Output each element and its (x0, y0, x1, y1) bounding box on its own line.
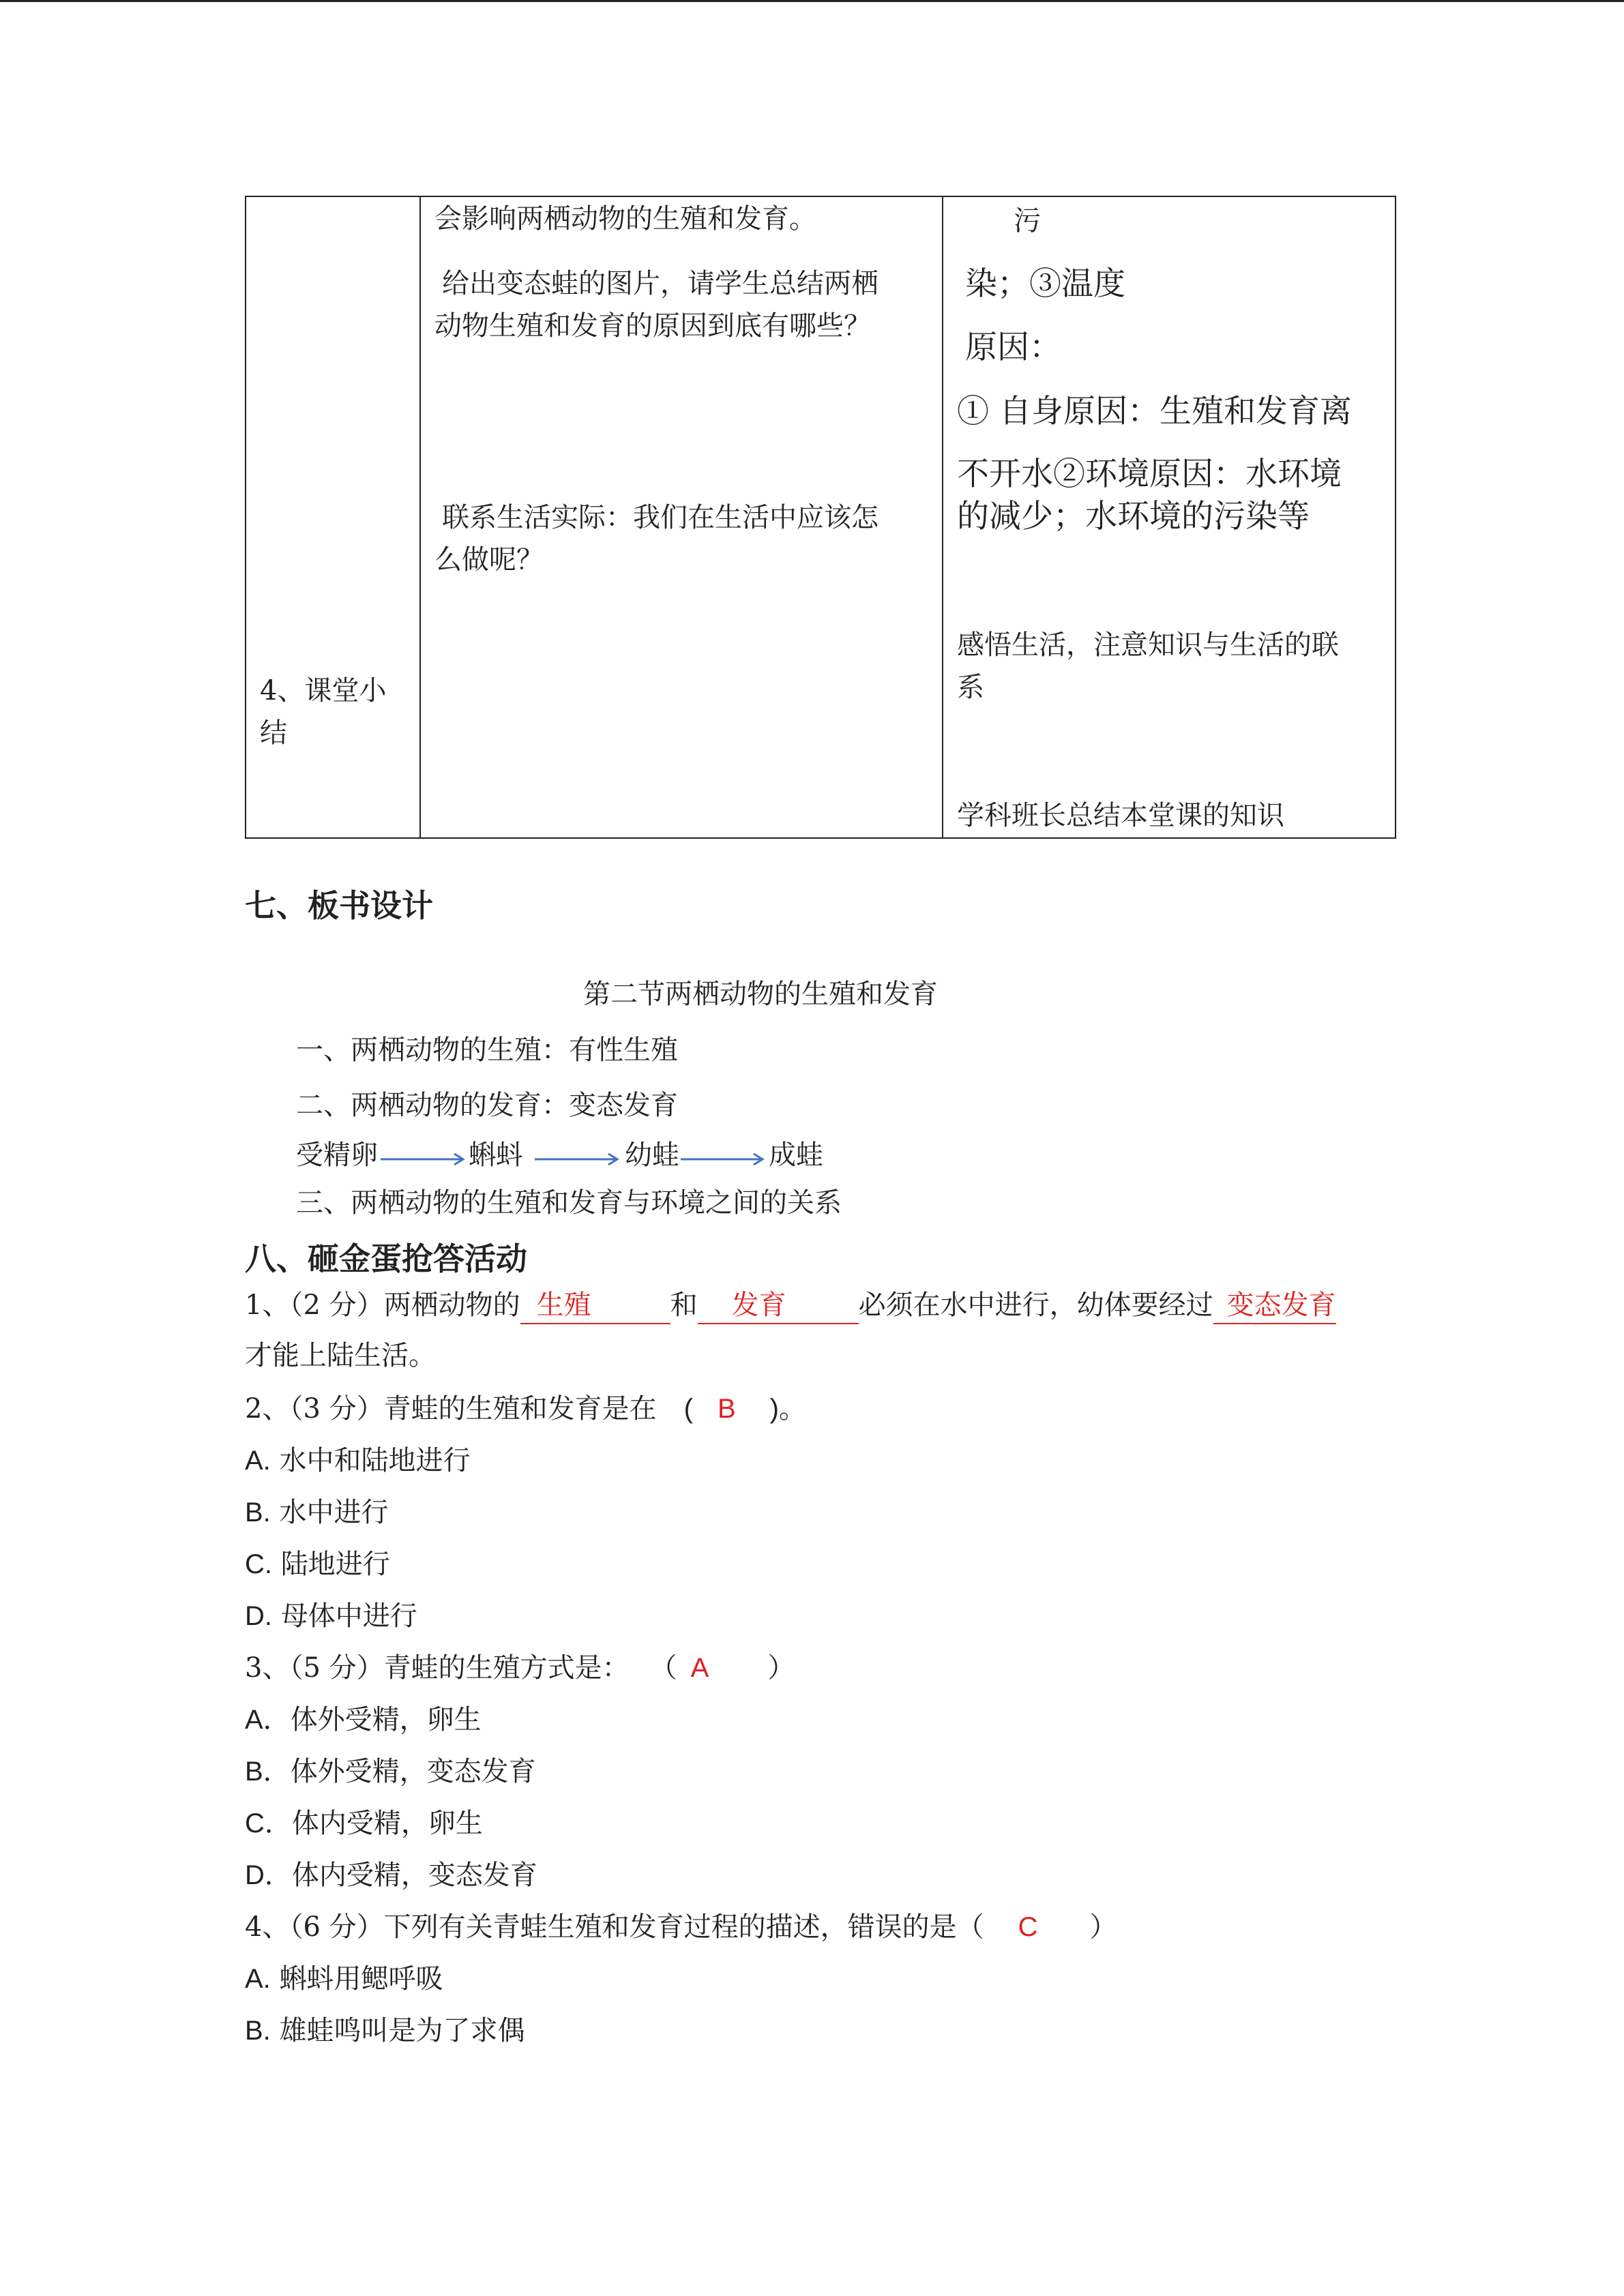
table-text-r7b: 系 (957, 672, 984, 703)
q3-option-d (245, 1858, 537, 1893)
q3-option-c-letter: C． (245, 1808, 292, 1838)
q4-option-a-text: 蝌蚪用鳃呼吸 (279, 1963, 443, 1995)
q3-option-b (245, 1754, 536, 1789)
q2-option-b-text: 水中进行 (279, 1497, 389, 1528)
q3-option-c-text: 体内受精，卵生 (291, 1808, 483, 1839)
q3-option-a-text: 体外受精，卵生 (290, 1704, 482, 1735)
table-text-p3b: 么做呢？ (434, 544, 544, 576)
q1-answer-2: 发育 (731, 1289, 786, 1321)
section8-heading: 八、砸金蛋抢答活动 (245, 1240, 527, 1277)
question-1 (245, 1287, 1336, 1324)
question-4 (245, 1909, 1117, 1945)
q2-option-c-letter: C. (245, 1549, 272, 1579)
q2-option-a-letter: A. (245, 1446, 271, 1476)
q2-option-b (245, 1495, 389, 1530)
q4-answer: C (1018, 1912, 1038, 1942)
q3-option-c (245, 1806, 483, 1841)
board-line-3: 三、两栖动物的生殖和发育与环境之间的关系 (296, 1187, 842, 1219)
q1-prefix: 1、（2 分）两栖动物的 (245, 1289, 520, 1321)
question-2 (245, 1391, 806, 1427)
q3-option-a-letter: A． (245, 1705, 291, 1735)
table-text-p2b: 动物生殖和发育的原因到底有哪些？ (434, 310, 871, 342)
q2-open: ( (683, 1394, 693, 1424)
q4-close: ） (1089, 1911, 1117, 1943)
arrow-3-icon (681, 1154, 763, 1165)
q2-option-d-letter: D. (245, 1601, 272, 1631)
board-title: 第二节两栖动物的生殖和发育 (583, 979, 938, 1010)
q2-option-a (245, 1443, 471, 1478)
table-text-p3a: 联系生活实际：我们在生活中应该怎 (442, 502, 879, 533)
arrow-2-icon (535, 1154, 617, 1165)
q3-option-b-letter: B． (245, 1757, 291, 1787)
q1-suffix: 必须在水中进行，幼体要经过 (858, 1289, 1213, 1321)
question-3 (245, 1650, 795, 1686)
q2-option-a-text: 水中和陆地进行 (279, 1445, 471, 1476)
q3-open: （ (663, 1652, 677, 1684)
q4-option-a (245, 1961, 443, 1997)
q4-option-a-letter: A. (245, 1964, 271, 1994)
table-text-p1: 会影响两栖动物的生殖和发育。 (434, 203, 816, 235)
table-text-r5: 不开水②环境原因：水环境 (957, 456, 1342, 493)
q3-option-a (245, 1702, 482, 1738)
board-line-2: 二、两栖动物的发育：变态发育 (296, 1090, 678, 1121)
q3-option-d-letter: D． (245, 1860, 292, 1890)
q2-option-d-text: 母体中进行 (280, 1600, 417, 1632)
table-text-p2a: 给出变态蛙的图片，请学生总结两栖 (442, 268, 879, 299)
table-text-r8: 学科班长总结本堂课的知识 (957, 800, 1284, 831)
q3-option-b-text: 体外受精，变态发育 (290, 1756, 536, 1787)
q4-option-b-letter: B. (245, 2016, 271, 2046)
arrow-1-icon (381, 1154, 463, 1165)
q2-option-c-text: 陆地进行 (280, 1549, 390, 1580)
table-text-r1: 污 (1014, 205, 1041, 237)
q2-close: )。 (769, 1394, 806, 1424)
q1-mid: 和 (670, 1289, 698, 1321)
stage-adult-frog: 成蛙 (769, 1139, 823, 1171)
table-text-r7a: 感悟生活，注意知识与生活的联 (957, 629, 1339, 661)
q1-answer-1: 生殖 (536, 1289, 591, 1321)
q4-stem: 4、（6 分）下列有关青蛙生殖和发育过程的描述，错误的是（ (245, 1911, 984, 1943)
q1-line-2: 才能上陆生活。 (245, 1340, 436, 1371)
q2-option-b-letter: B. (245, 1497, 271, 1527)
q2-stem: 2、（3 分）青蛙的生殖和发育是在 (245, 1393, 657, 1425)
section7-heading: 七、板书设计 (245, 887, 433, 924)
q3-answer: A (690, 1653, 709, 1683)
stage-froglet: 幼蛙 (625, 1139, 679, 1171)
q1-answer-3: 变态发育 (1226, 1289, 1336, 1321)
q1-blank-1 (520, 1287, 670, 1324)
table-text-r3: 原因： (965, 329, 1061, 366)
stage-tadpole: 蝌蚪 (469, 1139, 523, 1171)
q1-blank-2 (698, 1287, 859, 1324)
stage-fertilized-egg: 受精卵 (296, 1139, 378, 1171)
q3-close: ） (767, 1652, 795, 1684)
table-cell-summary-label: 4、课堂小 结 (260, 675, 387, 749)
q2-answer: B (717, 1394, 736, 1424)
q3-stem: 3、（5 分）青蛙的生殖方式是： (245, 1652, 630, 1684)
q2-option-d (245, 1598, 417, 1634)
q4-option-b (245, 2013, 525, 2048)
q4-option-b-text: 雄蛙鸣叫是为了求偶 (279, 2015, 525, 2046)
q1-blank-3 (1213, 1287, 1336, 1324)
board-line-1: 一、两栖动物的生殖：有性生殖 (296, 1034, 678, 1066)
q3-option-d-text: 体内受精，变态发育 (291, 1860, 537, 1891)
q2-option-c (245, 1547, 390, 1582)
table-text-r4: ① 自身原因：生殖和发育离 (957, 393, 1352, 430)
table-text-r2: 染；③温度 (965, 265, 1125, 303)
table-text-r6: 的减少；水环境的污染等 (957, 498, 1310, 535)
